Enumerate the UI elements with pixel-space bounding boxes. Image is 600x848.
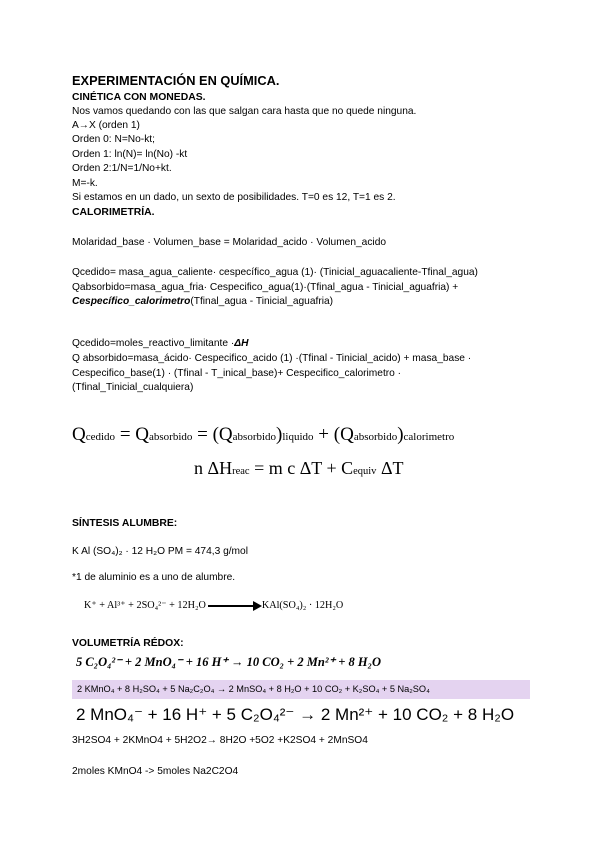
- redox-ionic-equation: 5 C₂O₄²⁻ + 2 MnO₄⁻ + 16 H⁺ → 10 CO₂ + 2 Mn²⁺ + 8 H₂O: [76, 655, 382, 669]
- alumbre-heading: SÍNTESIS ALUMBRE:: [72, 518, 178, 529]
- eq-subscript: absorbido: [353, 431, 398, 443]
- alumbre-reaction: [84, 600, 343, 612]
- qabsorbido-acid-line: Q absorbido=masa_ácido· Cespecifico_acido (1) ·(Tfinal - Tinicial_acido) + masa_base ·: [72, 353, 472, 364]
- alumbre-pm-line: K Al (SO₄)₂ · 12 H₂O PM = 474,3 g/mol: [72, 546, 248, 557]
- calorimetria-heading: CALORIMETRÍA.: [72, 207, 155, 218]
- peroxide-equation: 3H2SO4 + 2KMnO4 + 5H2O2→ 8H2O +5O2 +K2SO4 + 2MnSO4: [72, 735, 368, 746]
- eq-subscript: equiv: [353, 466, 377, 477]
- qcedido-line: Qcedido= masa_agua_caliente· cespecífico_agua (1)· (Tinicial_aguacaliente-Tfinal_agua): [72, 267, 478, 278]
- reaction-product: KAl(SO₄)₂ · 12H₂O: [261, 600, 344, 611]
- qabsorbido-line: Qabsorbido=masa_agua_fria· Cespecifico_agua(1)·(Tfinal_agua - Tinicial_aguafria) +: [72, 282, 459, 293]
- eq-term: = (Q: [192, 424, 233, 445]
- cinetica-line: M=-k.: [72, 178, 98, 189]
- page-title: EXPERIMENTACIÓN EN QUÍMICA.: [72, 73, 280, 88]
- eq-term: = m c ΔT + C: [249, 458, 354, 478]
- cinetica-heading: CINÉTICA CON MONEDAS.: [72, 92, 206, 103]
- eq-term: Q: [72, 424, 86, 445]
- eq-term: = Q: [115, 424, 149, 445]
- eq-term: n ΔH: [194, 458, 233, 478]
- cinetica-line: Nos vamos quedando con las que salgan cara hasta que no quede ninguna.: [72, 106, 417, 117]
- redox-molecular-equation-highlight: [72, 680, 530, 699]
- enthalpy-equation: [194, 457, 404, 483]
- redox-ionic-equation-large: 2 MnO₄⁻ + 16 H⁺ + 5 C₂O₄²⁻ → 2 Mn²⁺ + 10 CO₂ + 8 H₂O: [76, 705, 515, 724]
- enthalpy-symbol: ΔH: [234, 338, 249, 349]
- molaridad-equation: Molaridad_base · Volumen_base = Molaridad_acido · Volumen_acido: [72, 237, 387, 248]
- mole-ratio-line: 2moles KMnO4 -> 5moles Na2C2O4: [72, 766, 239, 777]
- calorimeter-specific-heat-label: Cespecífico_calorimetro: [72, 296, 191, 307]
- qabsorbido-line-2: [72, 296, 333, 308]
- eq-subscript: cedido: [85, 431, 116, 443]
- eq-subscript: calorimetro: [403, 431, 455, 443]
- eq-term: ): [397, 424, 404, 445]
- qcedido-moles-line: [72, 338, 248, 350]
- qcedido-moles-text: Qcedido=moles_reactivo_limitante ·: [72, 338, 235, 349]
- temperature-difference-text: (Tfinal_agua - Tinicial_aguafria): [190, 296, 334, 307]
- eq-subscript: absorbido: [149, 431, 193, 443]
- eq-subscript: liquido: [282, 431, 314, 443]
- reaction-reactants: K⁺ + Al³⁺ + 2SO₄²⁻ + 12H₂O: [84, 600, 206, 611]
- eq-term: ΔT: [376, 458, 404, 478]
- cinetica-line: Orden 2:1/N=1/No+kt.: [72, 163, 172, 174]
- alumbre-note: *1 de aluminio es a uno de alumbre.: [72, 572, 236, 583]
- redox-heading: VOLUMETRÍA RÉDOX:: [72, 638, 184, 649]
- cinetica-line: A→X (orden 1): [72, 120, 140, 131]
- eq-term: ): [276, 424, 283, 445]
- eq-subscript: absorbido: [232, 431, 277, 443]
- cinetica-line: Orden 0: N=No-kt;: [72, 134, 155, 145]
- reaction-arrow-icon: [208, 605, 260, 607]
- cinetica-line: Orden 1: ln(N)= ln(No) -kt: [72, 149, 188, 160]
- qabsorbido-acid-line-3: (Tfinal_Tinicial_cualquiera): [72, 382, 194, 393]
- eq-subscript: reac: [232, 466, 250, 477]
- eq-term: + (Q: [313, 424, 354, 445]
- qabsorbido-acid-line-2: Cespecifico_base(1) · (Tfinal - T_inical_base)+ Cespecifico_calorimetro ·: [72, 368, 402, 379]
- cinetica-line: Si estamos en un dado, un sexto de posibilidades. T=0 es 12, T=1 es 2.: [72, 192, 396, 203]
- heat-balance-equation: [72, 424, 454, 448]
- redox-molecular-equation: 2 KMnO₄ + 8 H₂SO₄ + 5 Na₂C₂O₄ → 2 MnSO₄ + 8 H₂O + 10 CO₂ + K₂SO₄ + 5 Na₂SO₄: [77, 684, 430, 694]
